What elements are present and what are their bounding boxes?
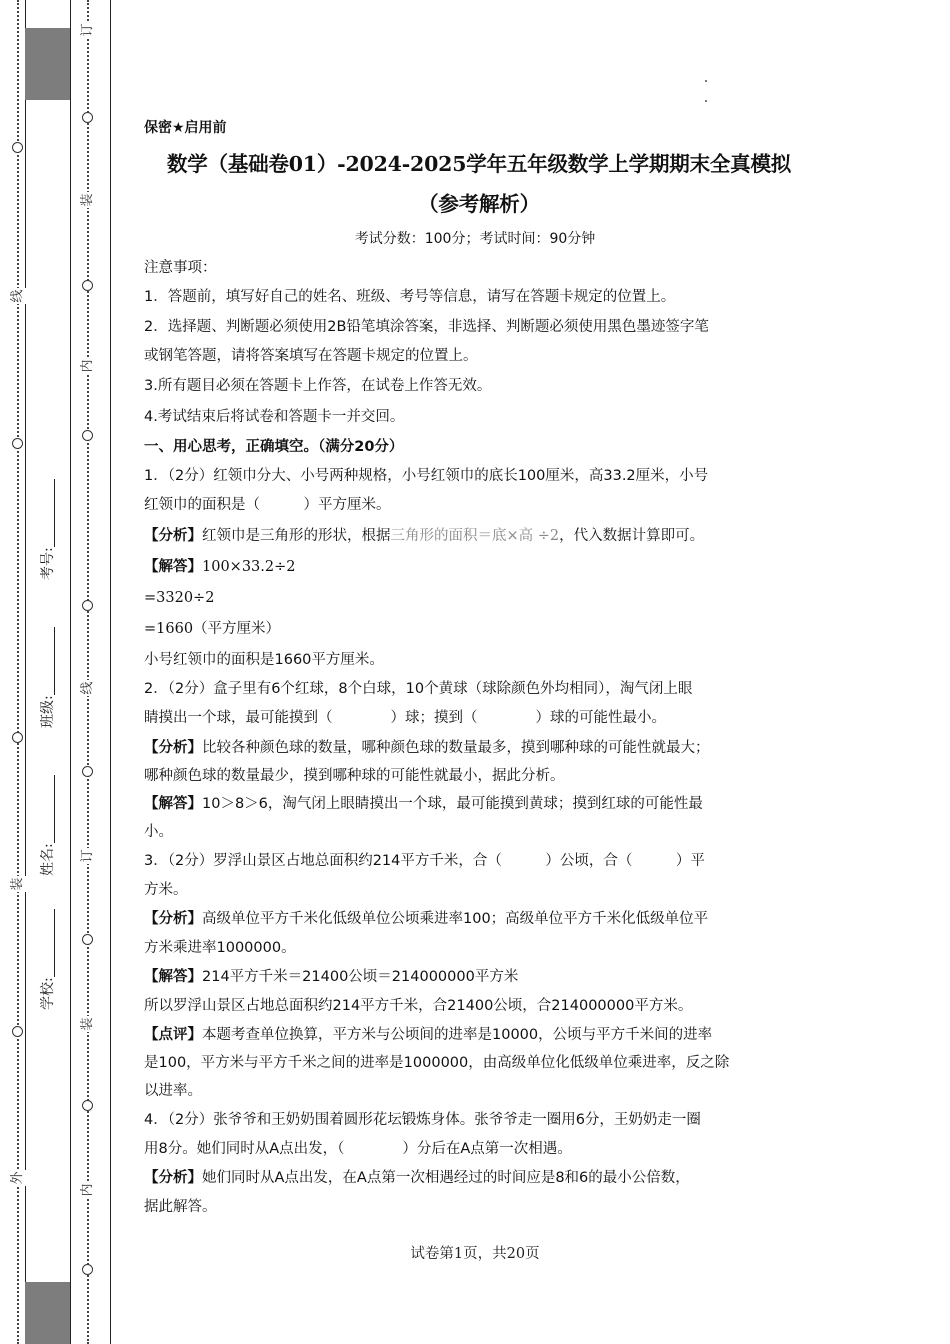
margin-char-nei: 内 [80, 359, 95, 373]
margin-char-wai: 外 [10, 1171, 25, 1185]
formula-image: 三角形的面积＝底×高 ÷2 [390, 528, 560, 544]
analysis-text: 比较各种颜色球的数量，哪种颜色球的数量最多，摸到哪种球的可能性就最大； [202, 740, 710, 756]
field-label: 班级: [40, 695, 56, 728]
margin-char-ding: 订 [80, 849, 95, 863]
question-1-solution [144, 558, 296, 576]
field-name[interactable] [37, 775, 57, 876]
margin-char-zhuang: 装 [10, 877, 25, 891]
notice-item: 2．选择题、判断题必须使用2B铅笔填涂答案，非选择、判断题必须使用黑色墨迹签字笔 [144, 319, 709, 335]
analysis-text: 高级单位平方千米化低级单位公顷乘进率100；高级单位平方千米化低级单位平 [202, 911, 709, 927]
margin-gray-block [25, 1282, 70, 1344]
binding-margin [0, 0, 112, 1344]
question-2-analysis [144, 739, 710, 757]
binding-hole-circle [82, 430, 93, 441]
review-tag: 【点评】 [144, 1027, 202, 1043]
analysis-text: ，代入数据计算即可。 [559, 528, 705, 544]
solution-text: 10＞8＞6，淘气闭上眼睛摸出一个球，最可能摸到黄球；摸到红球的可能性最 [202, 796, 703, 812]
confidential-label: 保密★启用前 [144, 120, 227, 136]
margin-char-xian: 线 [80, 681, 95, 695]
question-2-solution: 小。 [144, 824, 173, 840]
field-class[interactable] [37, 627, 57, 728]
question-3-review [144, 1026, 712, 1044]
question-2-solution [144, 795, 703, 813]
field-underline [42, 479, 55, 547]
calc-step: =3320÷2 [144, 590, 215, 606]
question-3-solution: 所以罗浮山景区占地总面积约214平方千米，合21400公顷，合214000000平方米。 [144, 998, 693, 1014]
analysis-tag: 【分析】 [144, 740, 202, 756]
margin-rule [70, 0, 71, 1344]
exam-subtitle: （参考解析） [418, 192, 540, 216]
binding-hole-circle [12, 1026, 23, 1037]
question-1-answer: 小号红领巾的面积是1660平方厘米。 [144, 652, 384, 668]
binding-hole-circle [82, 934, 93, 945]
outer-dotted-line [17, 0, 19, 1344]
binding-hole-circle [12, 438, 23, 449]
field-underline [42, 775, 55, 843]
calc-step: 100×33.2÷2 [202, 559, 296, 575]
analysis-tag: 【分析】 [144, 1170, 202, 1186]
notice-heading: 注意事项： [144, 260, 217, 276]
binding-hole-circle [82, 766, 93, 777]
question-4-text: 用8分。她们同时从A点出发，（ ）分后在A点第一次相遇。 [144, 1141, 572, 1157]
question-3-solution [144, 968, 518, 986]
review-text: 本题考查单位换算，平方米与公顷间的进率是10000，公顷与平方千米间的进率 [202, 1027, 713, 1043]
analysis-tag: 【分析】 [144, 911, 202, 927]
field-label: 姓名: [40, 843, 56, 876]
binding-hole-circle [82, 112, 93, 123]
question-2-analysis: 哪种颜色球的数量最少，摸到哪种球的可能性就最小，据此分析。 [144, 768, 565, 784]
field-label: 考号: [40, 547, 56, 580]
binding-hole-circle [82, 1100, 93, 1111]
exam-info: 考试分数：100分；考试时间：90分钟 [354, 231, 596, 247]
margin-gray-block [25, 28, 70, 100]
notice-item: 1．答题前，填写好自己的姓名、班级、考号等信息，请写在答题卡规定的位置上。 [144, 289, 676, 305]
field-label: 学校: [40, 977, 56, 1010]
field-exam-number[interactable] [37, 479, 57, 580]
question-3-analysis [144, 910, 708, 928]
binding-hole-circle [12, 732, 23, 743]
exam-title: 数学（基础卷01）-2024-2025学年五年级数学上学期期末全真模拟 [166, 152, 792, 176]
notice-item: 或钢笔答题，请将答案填写在答题卡规定的位置上。 [144, 348, 478, 364]
solution-text: 214平方千米＝21400公顷＝214000000平方米 [202, 969, 519, 985]
margin-char-zhuang: 装 [80, 1017, 95, 1031]
calc-step: =1660（平方厘米） [144, 621, 281, 637]
margin-char-nei: 内 [80, 1183, 95, 1197]
question-3-text: 3．（2分）罗浮山景区占地总面积约214平方千米，合（ ）公顷，合（ ）平 [144, 853, 705, 869]
page-footer: 试卷第1页，共20页 [410, 1246, 540, 1262]
margin-rule [110, 0, 111, 1344]
question-4-analysis: 据此解答。 [144, 1199, 217, 1215]
question-3-analysis: 方米乘进率1000000。 [144, 940, 296, 956]
question-3-review: 以进率。 [144, 1083, 202, 1099]
question-1-text: 红领巾的面积是（ ）平方厘米。 [144, 497, 391, 513]
scan-speck [705, 80, 707, 82]
notice-item: 4.考试结束后将试卷和答题卡一并交回。 [144, 409, 405, 425]
section-heading: 一、用心思考，正确填空。（满分20分） [144, 439, 404, 455]
field-underline [42, 909, 55, 977]
question-2-text: 2．（2分）盒子里有6个红球，8个白球，10个黄球（球除颜色外均相同），淘气闭上眼 [144, 681, 693, 697]
question-2-text: 睛摸出一个球，最可能摸到（ ）球；摸到（ ）球的可能性最小。 [144, 710, 666, 726]
margin-char-zhuang: 装 [80, 193, 95, 207]
binding-hole-circle [82, 280, 93, 291]
analysis-tag: 【分析】 [144, 528, 202, 544]
solution-tag: 【解答】 [144, 559, 202, 575]
solution-tag: 【解答】 [144, 796, 202, 812]
solution-tag: 【解答】 [144, 969, 202, 985]
question-4-text: 4．（2分）张爷爷和王奶奶围着圆形花坛锻炼身体。张爷爷走一圈用6分，王奶奶走一圈 [144, 1112, 701, 1128]
scan-speck [705, 100, 707, 102]
field-underline [42, 627, 55, 695]
margin-rule [25, 0, 26, 1344]
analysis-text: 红领巾是三角形的形状，根据 [202, 528, 391, 544]
binding-hole-circle [12, 142, 23, 153]
notice-item: 3.所有题目必须在答题卡上作答，在试卷上作答无效。 [144, 378, 492, 394]
question-1-analysis [144, 527, 704, 545]
binding-hole-circle [82, 1264, 93, 1275]
field-school[interactable] [37, 909, 57, 1010]
analysis-text: 她们同时从A点出发，在A点第一次相遇经过的时间应是8和6的最小公倍数， [202, 1170, 690, 1186]
binding-hole-circle [82, 600, 93, 611]
question-4-analysis [144, 1169, 690, 1187]
question-1-text: 1．（2分）红领巾分大、小号两种规格，小号红领巾的底长100厘米，高33.2厘米，小号 [144, 468, 709, 484]
margin-char-ding: 订 [80, 23, 95, 37]
margin-char-xian: 线 [10, 289, 25, 303]
question-3-review: 是100，平方米与平方千米之间的进率是1000000，由高级单位化低级单位乘进率，反之除 [144, 1055, 730, 1071]
question-3-text: 方米。 [144, 882, 188, 898]
